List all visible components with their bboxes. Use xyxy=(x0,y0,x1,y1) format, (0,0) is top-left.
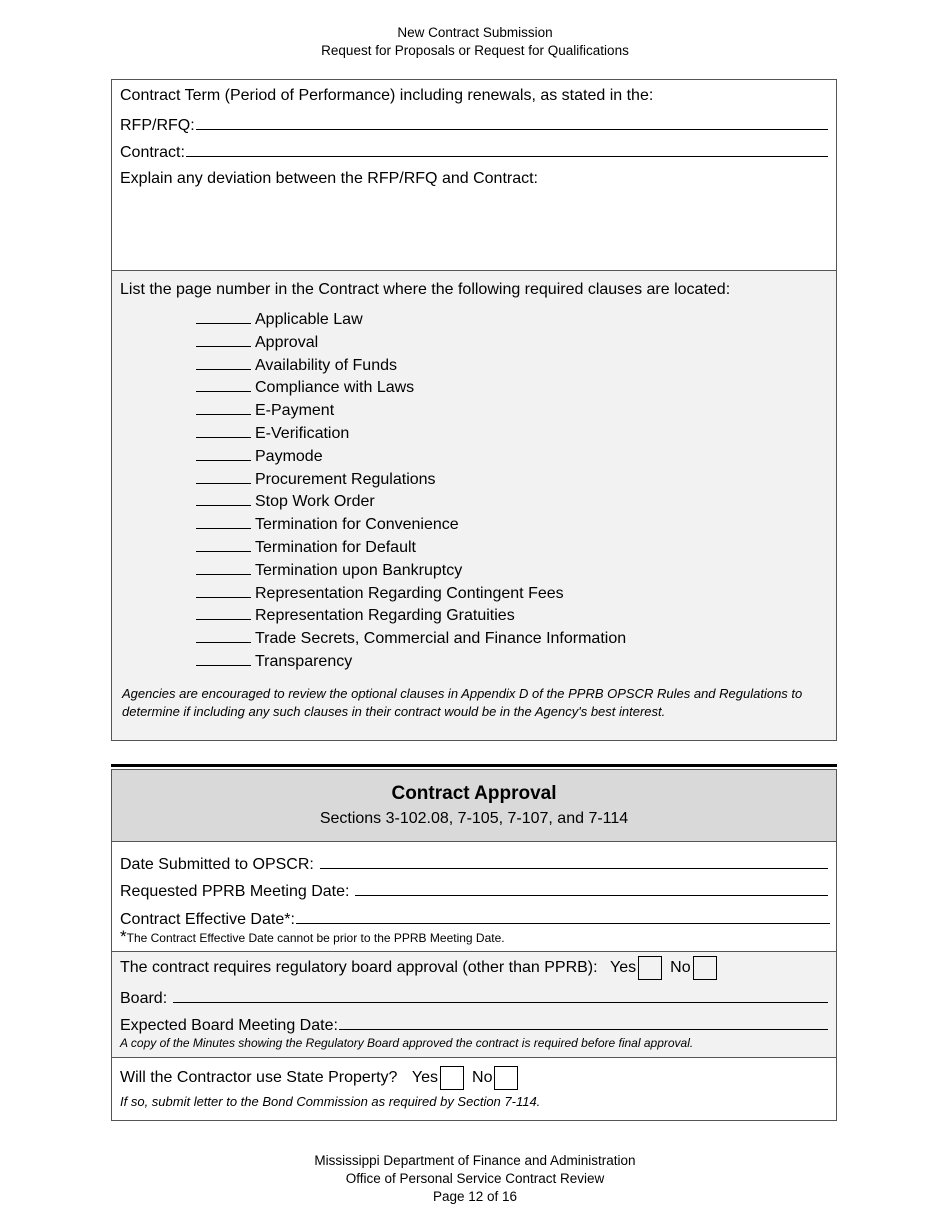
effective-date-label: Contract Effective Date*: xyxy=(120,911,295,928)
clause-page-blank[interactable] xyxy=(196,538,251,552)
property-yes-label: Yes xyxy=(411,1069,439,1087)
clause-page-blank[interactable] xyxy=(196,629,251,643)
clause-item xyxy=(196,356,397,375)
clause-page-blank[interactable] xyxy=(196,606,251,620)
approval-subtitle: Sections 3-102.08, 7-105, 7-107, and 7-114 xyxy=(319,810,629,827)
required-clauses-section xyxy=(112,271,836,740)
clause-item xyxy=(196,447,323,466)
clause-page-blank[interactable] xyxy=(196,492,251,506)
effective-date-field[interactable] xyxy=(120,909,830,929)
clause-page-blank[interactable] xyxy=(196,356,251,370)
clause-label: Representation Regarding Contingent Fees xyxy=(255,584,564,602)
approval-header xyxy=(112,770,836,842)
clause-item xyxy=(196,333,318,352)
contract-approval-box xyxy=(111,769,837,1121)
clause-item xyxy=(196,652,352,671)
clause-item xyxy=(196,378,414,397)
clause-label: Approval xyxy=(255,333,319,351)
board-meeting-field[interactable] xyxy=(120,1015,828,1035)
clause-label: E-Verification xyxy=(255,425,350,442)
page-number: Page 12 of 16 xyxy=(432,1189,518,1204)
clause-item xyxy=(196,515,459,534)
rfp-term-field[interactable] xyxy=(120,115,828,135)
contract-term-label: Contract: xyxy=(120,144,185,161)
clause-label: Applicable Law xyxy=(255,311,363,328)
clause-page-blank[interactable] xyxy=(196,424,251,438)
property-question-row xyxy=(120,1066,518,1090)
clause-label: Termination for Default xyxy=(255,539,416,556)
rfp-term-line xyxy=(196,115,828,130)
clause-label: Trade Secrets, Commercial and Finance Information xyxy=(255,630,627,648)
property-no-checkbox[interactable] xyxy=(494,1066,518,1090)
contract-details-box xyxy=(111,79,837,741)
asterisk: * xyxy=(120,927,127,946)
board-question-row xyxy=(120,956,717,980)
header-line-2: Request for Proposals or Request for Qualifications xyxy=(321,43,629,58)
clause-page-blank[interactable] xyxy=(196,652,251,666)
clause-page-blank[interactable] xyxy=(196,401,251,415)
clause-item xyxy=(196,424,349,443)
meeting-date-label: Requested PPRB Meeting Date: xyxy=(120,883,350,900)
clause-page-blank[interactable] xyxy=(196,447,251,461)
clause-page-blank[interactable] xyxy=(196,584,251,598)
contract-term-heading: Contract Term (Period of Performance) including renewals, as stated in the: xyxy=(120,87,654,104)
section-divider xyxy=(111,764,837,767)
property-yes-checkbox[interactable] xyxy=(440,1066,464,1090)
clause-item xyxy=(196,401,334,420)
clause-label: Availability of Funds xyxy=(255,356,397,374)
board-section xyxy=(112,952,836,1058)
clause-item xyxy=(196,538,416,557)
date-submitted-label: Date Submitted to OPSCR: xyxy=(120,856,314,873)
page-header xyxy=(0,24,950,60)
board-label: Board: xyxy=(120,990,168,1007)
property-no-label: No xyxy=(472,1069,493,1087)
clause-page-blank[interactable] xyxy=(196,310,251,324)
clause-item xyxy=(196,584,564,603)
clauses-heading: List the page number in the Contract where the following required clauses are located: xyxy=(120,281,731,298)
effective-date-note xyxy=(120,927,505,947)
meeting-date-field[interactable] xyxy=(120,881,828,901)
clause-page-blank[interactable] xyxy=(196,561,251,575)
contract-term-section xyxy=(112,80,836,271)
board-question: The contract requires regulatory board approval (other than PPRB): xyxy=(120,959,598,977)
clause-item xyxy=(196,310,363,329)
board-meeting-line xyxy=(339,1015,828,1030)
clause-item xyxy=(196,606,515,625)
effective-date-note-text: The Contract Effective Date cannot be prior to the PPRB Meeting Date. xyxy=(126,931,505,945)
property-section xyxy=(112,1058,836,1120)
clause-label: Compliance with Laws xyxy=(255,379,415,397)
board-meeting-label: Expected Board Meeting Date: xyxy=(120,1017,338,1034)
clause-label: Stop Work Order xyxy=(255,493,375,511)
clause-label: Termination for Convenience xyxy=(255,516,459,534)
property-note: If so, submit letter to the Bond Commission as required by Section 7-114. xyxy=(120,1094,541,1109)
meeting-date-line xyxy=(355,881,828,896)
contract-term-line xyxy=(186,142,828,157)
clause-page-blank[interactable] xyxy=(196,378,251,392)
clause-label: E-Payment xyxy=(255,402,335,420)
clause-item xyxy=(196,470,436,489)
footer-line-1: Mississippi Department of Finance and Administration xyxy=(314,1153,636,1168)
clause-page-blank[interactable] xyxy=(196,333,251,347)
approval-title: Contract Approval xyxy=(391,783,557,804)
clause-label: Paymode xyxy=(255,447,323,465)
board-no-checkbox[interactable] xyxy=(693,956,717,980)
effective-date-line xyxy=(296,909,830,924)
clause-item xyxy=(196,561,462,580)
board-field[interactable] xyxy=(120,988,828,1008)
clause-page-blank[interactable] xyxy=(196,515,251,529)
deviation-label: Explain any deviation between the RFP/RFQ and Contract: xyxy=(120,170,538,187)
board-no-label: No xyxy=(670,959,691,977)
date-submitted-line xyxy=(320,854,828,869)
contract-term-field[interactable] xyxy=(120,142,828,162)
clause-label: Procurement Regulations xyxy=(255,470,436,488)
footer-line-2: Office of Personal Service Contract Review xyxy=(345,1171,605,1186)
optional-clauses-note: Agencies are encouraged to review the optional clauses in Appendix D of the PPRB OPSCR Rules and Regulations to determine if including any such clauses in their contract would be in the Agency's best interest. xyxy=(122,686,803,719)
board-yes-checkbox[interactable] xyxy=(638,956,662,980)
board-yes-label: Yes xyxy=(610,959,637,977)
rfp-term-label: RFP/RFQ: xyxy=(120,117,195,134)
date-submitted-field[interactable] xyxy=(120,854,828,874)
clause-item xyxy=(196,629,626,648)
clause-item xyxy=(196,492,375,511)
clause-label: Transparency xyxy=(255,653,353,670)
property-question: Will the Contractor use State Property? xyxy=(120,1069,398,1087)
page-footer xyxy=(0,1152,950,1206)
clause-page-blank[interactable] xyxy=(196,470,251,484)
board-line xyxy=(173,988,828,1003)
board-note: A copy of the Minutes showing the Regulatory Board approved the contract is required before final approval. xyxy=(120,1036,694,1050)
dates-section xyxy=(112,842,836,952)
header-line-1: New Contract Submission xyxy=(397,25,553,40)
clause-label: Representation Regarding Gratuities xyxy=(255,607,515,625)
clause-label: Termination upon Bankruptcy xyxy=(255,561,463,579)
